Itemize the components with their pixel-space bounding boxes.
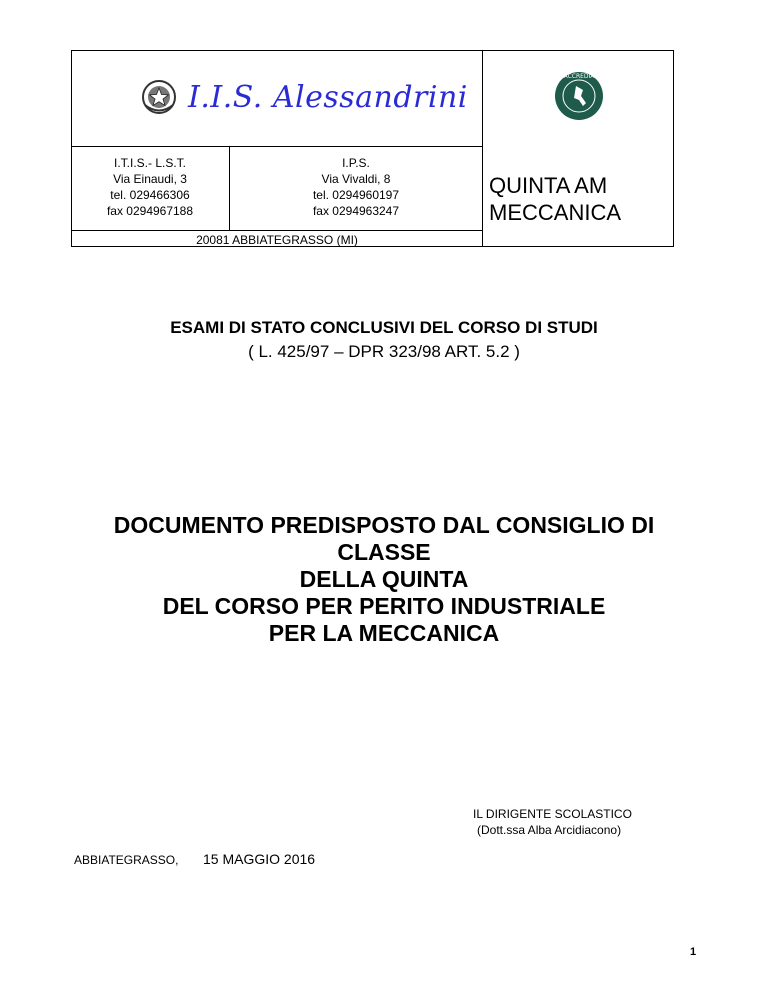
signature-role: IL DIRIGENTE SCOLASTICO [473,807,632,821]
school-name: I.I.S. Alessandrini [188,79,468,115]
accredia-label: ACCREDIA [563,73,595,80]
ips-address: Via Vivaldi, 8 [321,172,391,186]
signature-block [473,806,632,838]
ips-tel: tel. 0294960197 [312,188,400,202]
exam-subtitle: ( L. 425/97 – DPR 323/98 ART. 5.2 ) [248,342,520,361]
page-number: 1 [690,946,697,958]
city-address: 20081 ABBIATEGRASSO (MI) [196,233,358,247]
school-logo [140,78,468,116]
republic-emblem-icon [140,78,178,116]
signature-name: (Dott.ssa Alba Arcidiacono) [477,823,622,837]
class-line-1: QUINTA AM [489,173,608,198]
ips-fax: fax 0294963247 [312,204,400,218]
document-title-line-4: DEL CORSO PER PERITO INDUSTRIALE [162,593,606,619]
footer-place: ABBIATEGRASSO, [74,853,179,867]
itis-fax: fax 0294967188 [106,204,194,218]
itis-tel: tel. 029466306 [110,188,190,202]
class-line-2: MECCANICA [489,200,622,225]
itis-contact-block [72,155,228,219]
header-divider-bottom [71,230,482,231]
document-title [60,512,708,647]
header-divider-right [482,50,483,247]
footer-date: 15 MAGGIO 2016 [203,851,316,867]
ips-name: I.P.S. [342,156,370,170]
document-title-line-1: DOCUMENTO PREDISPOSTO DAL CONSIGLIO DI [113,512,655,538]
exam-title: ESAMI DI STATO CONCLUSIVI DEL CORSO DI STUDI [170,318,598,337]
document-title-line-2: CLASSE [337,539,431,565]
header-divider-top [71,146,482,147]
document-title-line-3: DELLA QUINTA [299,566,469,592]
class-label [489,172,621,226]
itis-address: Via Einaudi, 3 [113,172,187,186]
ips-contact-block [230,155,482,219]
itis-name: I.T.I.S.- L.S.T. [113,156,187,170]
document-title-line-5: PER LA MECCANICA [268,620,500,646]
accredia-seal-icon [553,66,605,126]
